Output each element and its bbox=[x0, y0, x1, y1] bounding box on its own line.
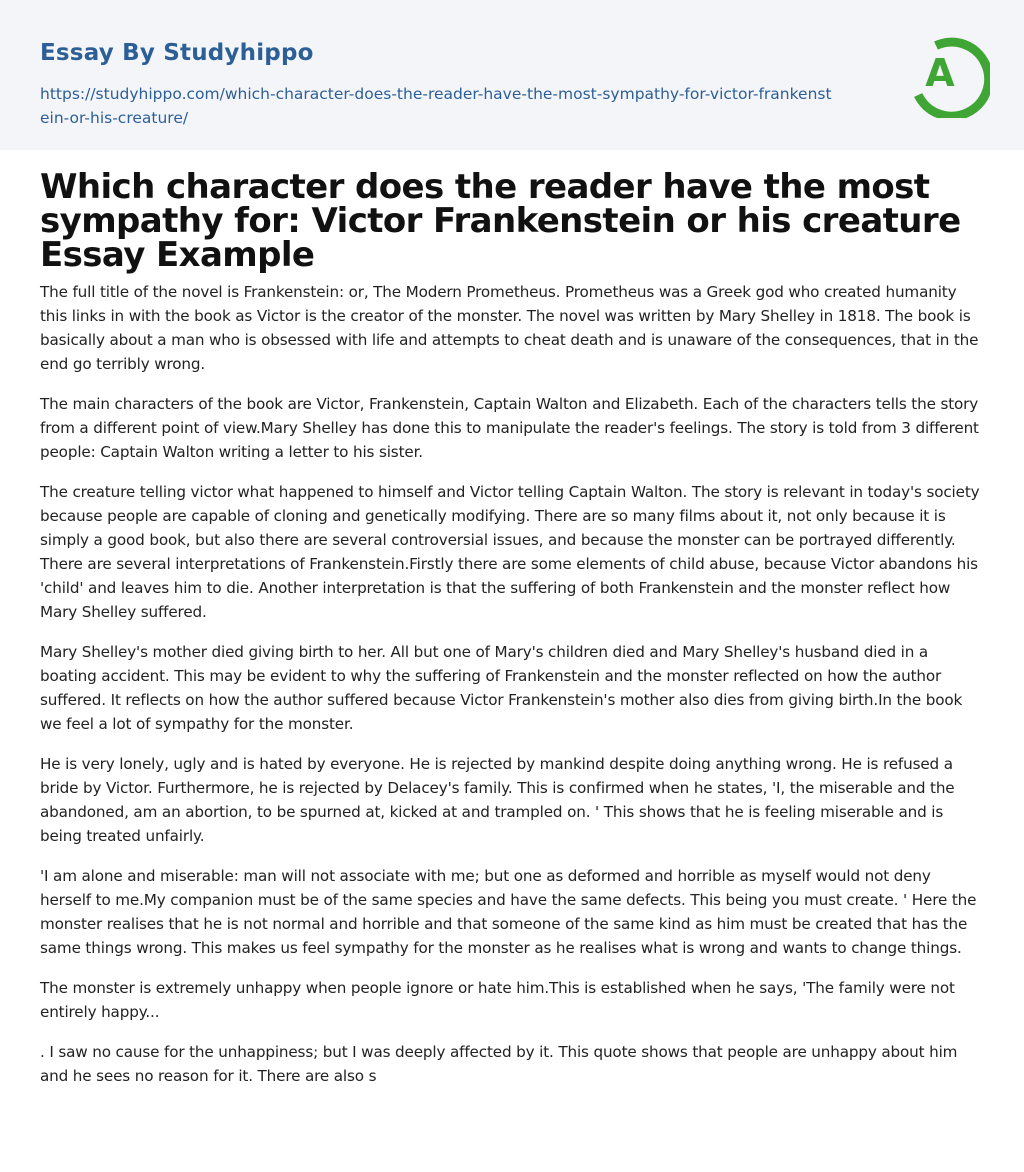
essay-paragraph: The monster is extremely unhappy when people ignore or hate him.This is established when he says, 'The family were not entirely happy... bbox=[40, 979, 955, 1021]
essay-paragraph: The creature telling victor what happened to himself and Victor telling Captain Walton. The story is relevant in today's society because people are capable of cloning and genetically modifying. There are so many films about it, not only because it is simply a good book, but also there are several controversial issues, and because the monster can be portrayed differently. There are several interpretations of Frankenstein.Firstly there are some elements of child abuse, because Victor abandons his 'child' and leaves him to die. Another interpretation is that the suffering of both Frankenstein and the monster reflect how Mary Shelley suffered. bbox=[40, 483, 980, 621]
essay-paragraph: Mary Shelley's mother died giving birth to her. All but one of Mary's children died and Mary Shelley's husband died in a boating accident. This may be evident to why the suffering of Frankenstein and the monster reflected on how the author suffered. It reflects on how the author suffered because Victor Frankenstein's mother also dies from giving birth.In the book we feel a lot of sympathy for the monster. bbox=[40, 643, 963, 733]
essay-content bbox=[40, 167, 984, 1104]
essay-title: Which character does the reader have the most sympathy for: Victor Frankenstein or his creature Essay Example bbox=[40, 167, 961, 275]
logo-letter: A bbox=[925, 51, 955, 95]
essay-paragraph: The main characters of the book are Victor, Frankenstein, Captain Walton and Elizabeth. Each of the characters tells the story from a different point of view.Mary Shelley has done this to manipulate the reader's feelings. The story is told from 3 different people: Captain Walton writing a letter to his sister. bbox=[40, 395, 979, 461]
essay-paragraph: 'I am alone and miserable: man will not associate with me; but one as deformed and horrible as myself would not deny herself to me.My companion must be of the same species and have the same defects. This being you must create. ' Here the monster realises that he is not normal and horrible and that someone of the same kind as him must be created that has the same things wrong. This makes us feel sympathy for the monster as he realises what is wrong and wants to change things. bbox=[40, 867, 977, 957]
studyhippo-logo-icon[interactable] bbox=[906, 26, 990, 118]
source-url-link[interactable]: https://studyhippo.com/which-character-does-the-reader-have-the-most-sympathy-for-victor-frankenstein-or-his-creature/ bbox=[40, 85, 832, 127]
essay-paragraph: He is very lonely, ugly and is hated by everyone. He is rejected by mankind despite doing anything wrong. He is refused a bride by Victor. Furthermore, he is rejected by Delacey's family. This is confirmed when he states, 'I, the miserable and the abandoned, am an abortion, to be spurned at, kicked at and trampled on. ' This shows that he is feeling miserable and is being treated unfairly. bbox=[40, 755, 955, 845]
essay-paragraph: . I saw no cause for the unhappiness; but I was deeply affected by it. This quote shows that people are unhappy about him and he sees no reason for it. There are also s bbox=[40, 1043, 958, 1085]
site-header bbox=[0, 0, 1024, 150]
essay-paragraph: The full title of the novel is Frankenstein: or, The Modern Prometheus. Prometheus was a Greek god who created humanity this links in with the book as Victor is the creator of the monster. The novel was written by Mary Shelley in 1818. The book is basically about a man who is obsessed with life and attempts to cheat death and is unaware of the consequences, that in the end go terribly wrong. bbox=[40, 283, 979, 373]
brand-title[interactable]: Essay By Studyhippo bbox=[40, 40, 314, 66]
